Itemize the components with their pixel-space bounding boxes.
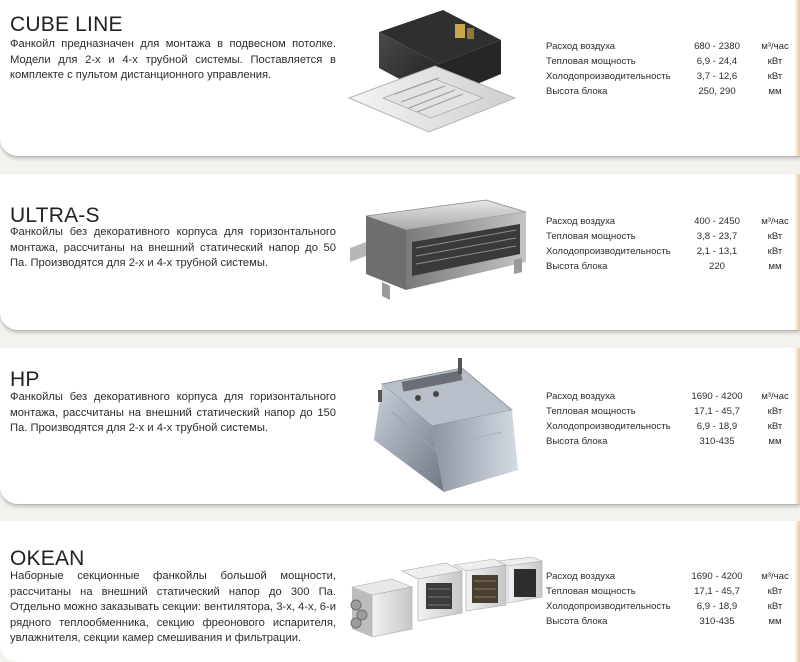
spec-row-cooling-capacity — [546, 419, 800, 434]
spec-value: 1690 - 4200 — [691, 571, 743, 582]
spec-value: 3,7 - 12,6 — [696, 71, 738, 82]
product-description: Фанкойлы без декоративного корпуса для горизонтального монтажа, рассчитаны на внешний статический напор до 50 Па. Производятся для 2-х и 4-х трубной системы. — [10, 226, 336, 269]
product-title: HP — [10, 368, 40, 391]
spec-unit: кВт — [767, 56, 783, 67]
sectional-modules-image — [346, 557, 546, 647]
spec-label: Высота блока — [546, 261, 608, 272]
spec-unit: кВт — [767, 406, 783, 417]
spec-label: Тепловая мощность — [546, 56, 636, 67]
spec-label: Расход воздуха — [546, 571, 616, 582]
spec-row-air-flow — [546, 569, 800, 584]
spec-value: 6,9 - 18,9 — [696, 421, 738, 432]
product-section-cube-line — [0, 0, 800, 157]
spec-row-air-flow — [546, 39, 800, 54]
spec-label: Тепловая мощность — [546, 406, 636, 417]
spec-value: 3,8 - 23,7 — [696, 231, 738, 242]
spec-unit: мм — [768, 86, 782, 97]
spec-unit: мм — [768, 436, 782, 447]
spec-unit: кВт — [767, 421, 783, 432]
spec-row-heating-capacity — [546, 404, 800, 419]
spec-value: 220 — [708, 261, 725, 272]
product-description: Фанкойл предназначен для монтажа в подвесном потолке. Модели для 2-х и 4-х трубной системы. Поставляется в комплекте с пультом дистанционного управления. — [10, 38, 336, 81]
product-section-okean — [0, 521, 800, 662]
spec-value: 17,1 - 45,7 — [694, 586, 740, 597]
spec-unit: м³/час — [761, 391, 789, 402]
cassette-unit-image — [343, 2, 521, 134]
spec-row-air-flow — [546, 389, 800, 404]
specs-table — [546, 389, 800, 449]
spec-label: Высота блока — [546, 86, 608, 97]
spec-row-heating-capacity — [546, 229, 800, 244]
spec-value: 6,9 - 24,4 — [696, 56, 738, 67]
spec-value: 2,1 - 13,1 — [696, 246, 738, 257]
product-title: ULTRA-S — [10, 204, 100, 227]
specs-table — [546, 214, 800, 274]
specs-table — [546, 569, 800, 629]
spec-unit: м³/час — [761, 41, 789, 52]
specs-table — [546, 39, 800, 99]
spec-label: Высота блока — [546, 616, 608, 627]
spec-unit: кВт — [767, 246, 783, 257]
product-section-hp — [0, 348, 800, 505]
high-pressure-unit-image — [352, 352, 524, 496]
spec-label: Холодопроизводительность — [546, 421, 671, 432]
spec-value: 17,1 - 45,7 — [694, 406, 740, 417]
ducted-unit-image — [346, 196, 532, 302]
spec-unit: кВт — [767, 601, 783, 612]
spec-label: Расход воздуха — [546, 391, 616, 402]
spec-row-cooling-capacity — [546, 599, 800, 614]
spec-unit: м³/час — [761, 571, 789, 582]
spec-unit: мм — [768, 261, 782, 272]
spec-label: Холодопроизводительность — [546, 246, 671, 257]
spec-label: Тепловая мощность — [546, 231, 636, 242]
spec-row-unit-height — [546, 259, 800, 274]
spec-label: Тепловая мощность — [546, 586, 636, 597]
spec-row-cooling-capacity — [546, 69, 800, 84]
spec-label: Расход воздуха — [546, 41, 616, 52]
spec-value: 310-435 — [699, 436, 735, 447]
product-title: OKEAN — [10, 547, 85, 570]
product-description: Наборные секционные фанкойлы большой мощности, рассчитаны на внешний статический напор до 300 Па. Отдельно можно заказывать секции: вентилятора, 3-х, 4-х, 6-и рядного теплообменника, секцию фреонового испарителя, увлажнителя, секции камер смешивания и фильтрации. — [10, 570, 336, 644]
spec-row-heating-capacity — [546, 584, 800, 599]
spec-unit: м³/час — [761, 216, 789, 227]
spec-label: Холодопроизводительность — [546, 71, 671, 82]
spec-value: 310-435 — [699, 616, 735, 627]
spec-unit: кВт — [767, 586, 783, 597]
spec-value: 400 - 2450 — [694, 216, 740, 227]
spec-unit: кВт — [767, 71, 783, 82]
product-section-ultra-s — [0, 174, 800, 331]
spec-label: Холодопроизводительность — [546, 601, 671, 612]
product-description: Фанкойлы без декоративного корпуса для горизонтального монтажа, рассчитаны на внешний статический напор до 150 Па. Производятся для 2-х и 4-х трубной системы. — [10, 391, 336, 434]
spec-row-air-flow — [546, 214, 800, 229]
spec-row-unit-height — [546, 434, 800, 449]
spec-label: Расход воздуха — [546, 216, 616, 227]
spec-value: 1690 - 4200 — [691, 391, 743, 402]
spec-row-unit-height — [546, 84, 800, 99]
spec-row-heating-capacity — [546, 54, 800, 69]
spec-unit: мм — [768, 616, 782, 627]
spec-value: 6,9 - 18,9 — [696, 601, 738, 612]
spec-unit: кВт — [767, 231, 783, 242]
spec-row-unit-height — [546, 614, 800, 629]
spec-label: Высота блока — [546, 436, 608, 447]
spec-value: 680 - 2380 — [694, 41, 740, 52]
spec-row-cooling-capacity — [546, 244, 800, 259]
product-title: CUBE LINE — [10, 13, 123, 36]
spec-value: 250, 290 — [698, 86, 736, 97]
